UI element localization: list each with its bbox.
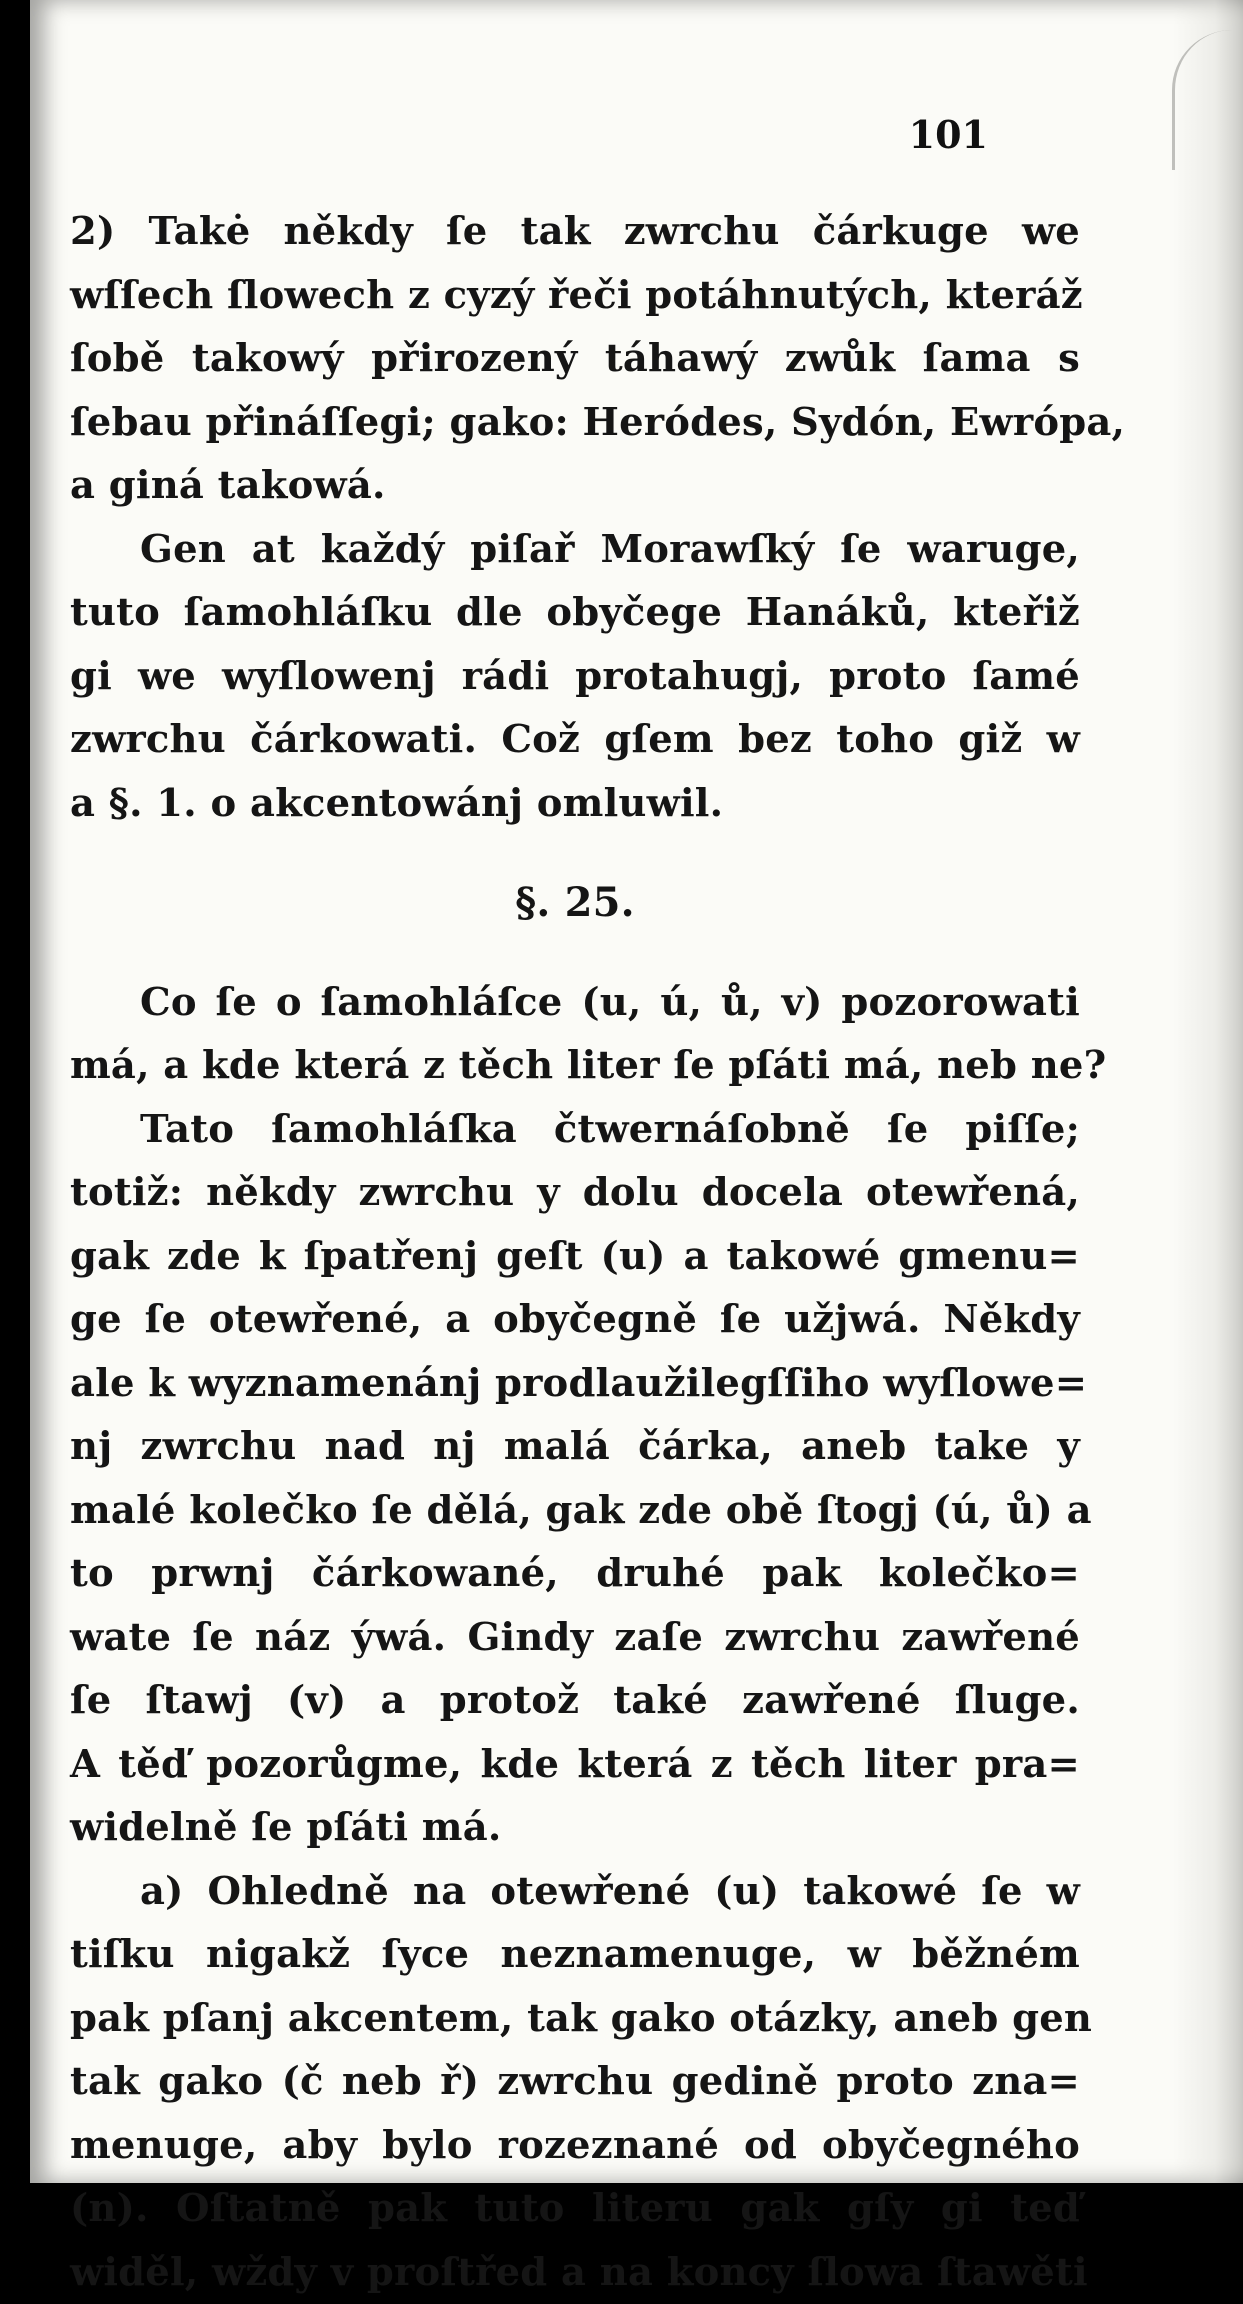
text-line: widelně ſe pſáti má. [70, 1796, 1080, 1860]
text-line: zwrchu čárkowati. Což gſem bez toho giž w [70, 708, 1080, 772]
text-line: má, a kde která z těch liter ſe pſáti má, neb ne? [70, 1034, 1080, 1098]
text-line: malé kolečko ſe dělá, gak zde obě ſtogj (ú, ů) a [70, 1479, 1080, 1543]
text-line: tuto ſamohláſku dle obyčege Hanáků, kteřiž [70, 581, 1080, 645]
text-line: Gen at každý piſař Morawſký ſe waruge, [70, 518, 1080, 582]
text-line: ſe ſtawj (v) a protož také zawřené ſluge. [70, 1669, 1080, 1733]
page-edge-shadow [1173, 0, 1243, 2183]
text-line: gi we wyſlowenj rádi protahugj, proto ſamé [70, 645, 1080, 709]
text-line: a giná takowá. [70, 454, 1080, 518]
text-line: 2) Takė někdy ſe tak zwrchu čárkuge we [70, 200, 1080, 264]
text-line: gak zde k ſpatřenj geſt (u) a takowé gmenu= [70, 1225, 1080, 1289]
text-line: a) Ohledně na otewřené (u) takowé ſe w [70, 1860, 1080, 1924]
text-line: ale k wyznamenánj prodlaužilegſſiho wyſlowe= [70, 1352, 1080, 1416]
text-line: a §. 1. o akcentowánj omluwil. [70, 772, 1080, 836]
book-page [30, 0, 1243, 2183]
text-line: wate ſe náz ýwá. Gindy zaſe zwrchu zawřené [70, 1606, 1080, 1670]
text-line: nj zwrchu nad nj malá čárka, aneb take y [70, 1415, 1080, 1479]
text-line: totiž: někdy zwrchu y dolu docela otewřená, [70, 1161, 1080, 1225]
text-line: ſebau přináſſegi; gako: Heródes, Sydón, Ewrópa, [70, 391, 1080, 455]
text-line: tak gako (č neb ř) zwrchu gedině proto zna= [70, 2050, 1080, 2114]
text-line: ge ſe otewřené, a obyčegně ſe užjwá. Někdy [70, 1288, 1080, 1352]
text-line: to prwnj čárkowané, druhé pak kolečko= [70, 1542, 1080, 1606]
body-text [70, 200, 1080, 2304]
text-line: A těď pozorůgme, kde která z těch liter pra= [70, 1733, 1080, 1797]
text-line: Tato ſamohláſka čtwernáſobně ſe piſſe; [70, 1098, 1080, 1162]
text-line: ſobě takowý přirozený táhawý zwůk ſama s [70, 327, 1080, 391]
text-line: wſſech ſlowech z cyzý řeči potáhnutých, kteráž [70, 264, 1080, 328]
text-line: pak pſanj akcentem, tak gako otázky, aneb gen [70, 1987, 1080, 2051]
text-line: Co ſe o ſamohláſce (u, ú, ů, v) pozorowati [70, 971, 1080, 1035]
text-line: tiſku nigakž ſyce neznamenuge, w běžném [70, 1923, 1080, 1987]
text-line: widěl, wždy v proſtřed a na koncy ſlowa ſtawěti [70, 2241, 1080, 2304]
section-heading: §. 25. [70, 871, 1080, 935]
page-number: 101 [909, 112, 988, 157]
text-line: (n). Oſtatně pak tuto literu gak gſy gi teď [70, 2177, 1080, 2241]
text-line: menuge, aby bylo rozeznané od obyčegného [70, 2114, 1080, 2178]
